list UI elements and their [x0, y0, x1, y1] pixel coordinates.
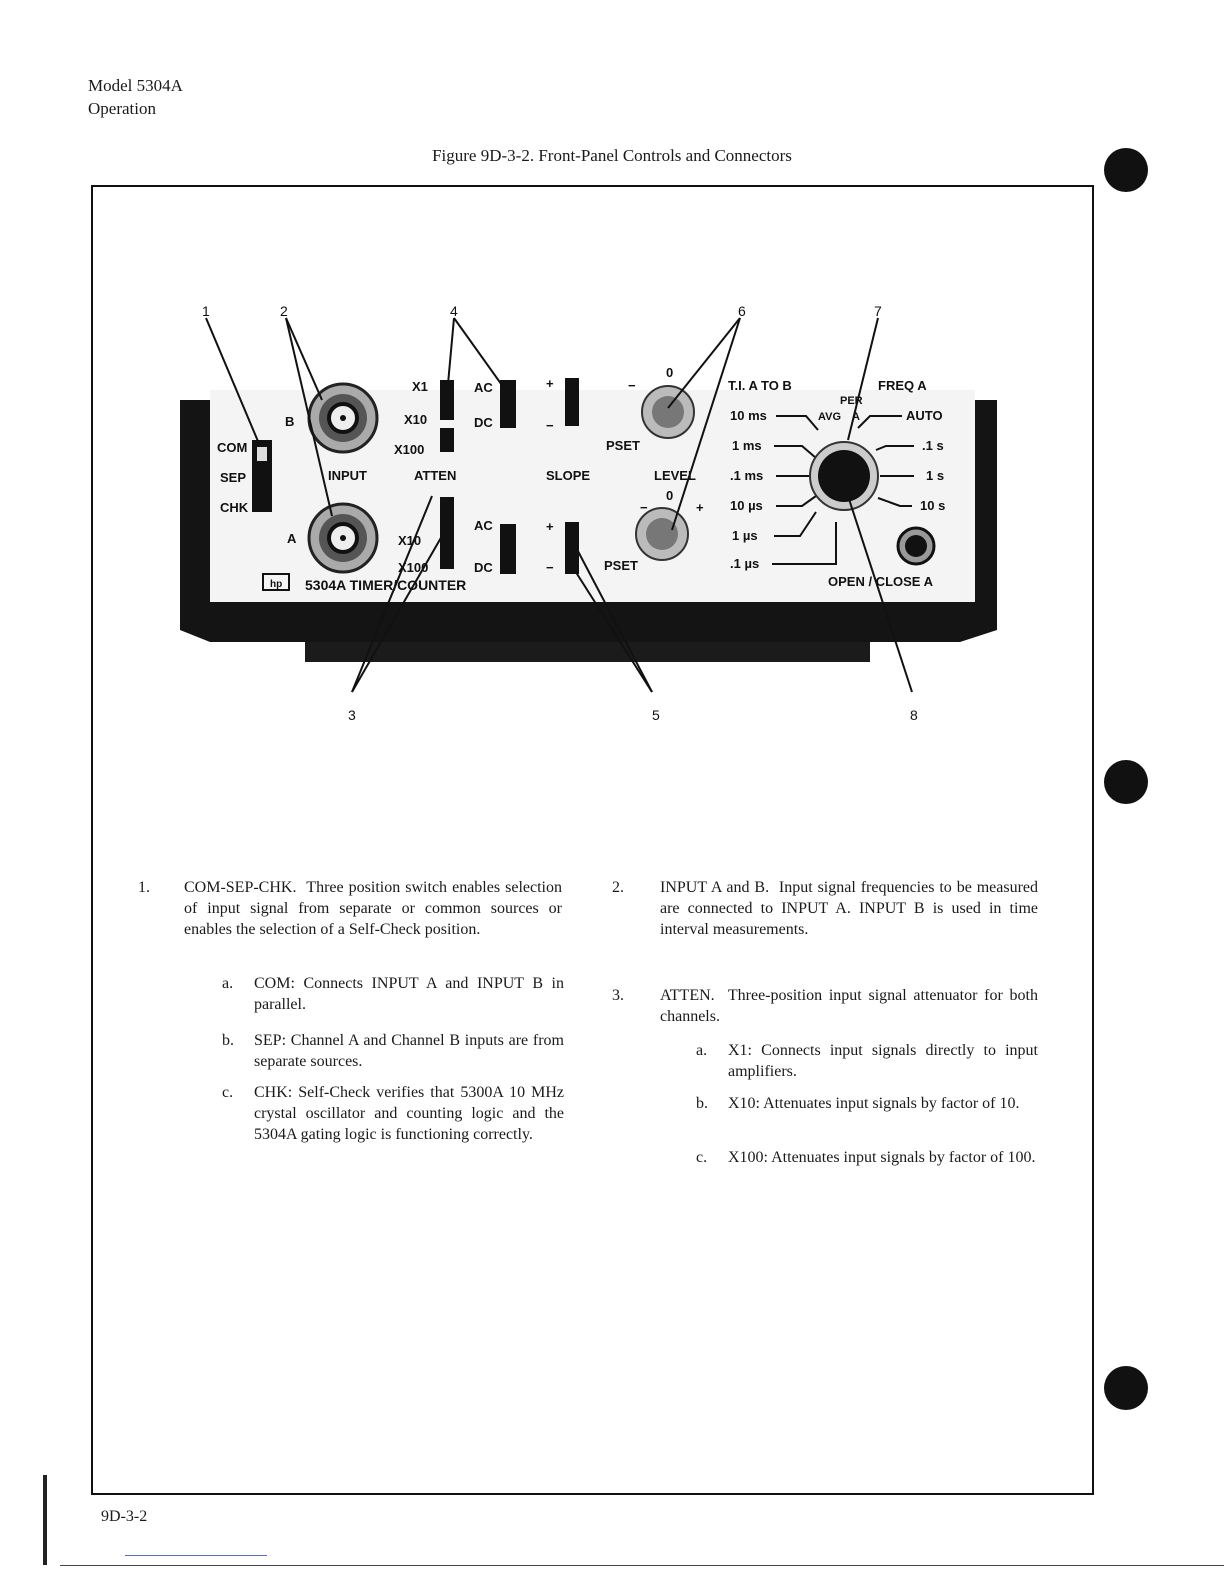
page-header — [88, 74, 183, 120]
label-a: A — [287, 531, 297, 546]
subitem-text: COM: Connects INPUT A and INPUT B in parallel. — [254, 975, 564, 1013]
bnc-input-a[interactable] — [309, 504, 377, 572]
subitem-label: a. — [222, 975, 234, 992]
scan-rule — [125, 1555, 267, 1556]
item-title: INPUT A and B. — [660, 879, 770, 896]
label-minus-level-a: − — [640, 500, 648, 515]
atten-switch-b[interactable] — [440, 380, 454, 420]
front-panel-svg — [100, 300, 1080, 730]
callout-3: 3 — [348, 707, 356, 723]
callout-2: 2 — [280, 303, 288, 319]
label-level: LEVEL — [654, 468, 696, 483]
label-open-close: OPEN / CLOSE A — [828, 574, 933, 589]
callout-5: 5 — [652, 707, 660, 723]
figure-title: Figure 9D-3-2. Front-Panel Controls and Connectors — [432, 146, 792, 165]
subitem-text: CHK: Self-Check verifies that 5300A 10 MHz crystal oscillator and counting logic and the 5304A gating logic is functioning correctly. — [254, 1084, 564, 1143]
label-10us: 10 µs — [730, 498, 763, 513]
subitem-label: b. — [696, 1095, 708, 1112]
subitem-label: b. — [222, 1032, 234, 1049]
slope-switch-b[interactable] — [565, 378, 579, 426]
section-label: Operation — [88, 99, 156, 118]
atten-switch-b-lower[interactable] — [440, 428, 454, 452]
label-com: COM — [217, 440, 248, 455]
subitem-text: X1: Connects input signals directly to input amplifiers. — [728, 1042, 1038, 1080]
label-1us: 1 µs — [732, 528, 758, 543]
item-title: ATTEN. — [660, 987, 715, 1004]
subitem-label: c. — [696, 1149, 708, 1166]
label-chk: CHK — [220, 500, 249, 515]
label-01us: .1 µs — [730, 556, 760, 571]
label-1s: 1 s — [926, 468, 945, 483]
page-number: 9D-3-2 — [101, 1508, 148, 1525]
label-b: B — [285, 414, 295, 429]
level-knob-a[interactable] — [636, 508, 688, 560]
label-avg-a: A — [852, 411, 860, 423]
label-x10-a: X10 — [398, 533, 422, 548]
open-close-button[interactable] — [898, 528, 934, 564]
item-text: Three-position input signal attenuator for both channels. — [660, 987, 1038, 1025]
label-sep: SEP — [220, 470, 247, 485]
label-avg: AVG — [818, 411, 842, 423]
label-input: INPUT — [328, 468, 367, 483]
item-description — [660, 985, 1038, 1027]
callout-1: 1 — [202, 303, 210, 319]
label-01ms: .1 ms — [730, 468, 764, 483]
subitem-label: c. — [222, 1084, 234, 1101]
subitem-text: X10: Attenuates input signals by factor of 10. — [728, 1095, 1020, 1112]
label-minus-level-b: − — [628, 378, 636, 393]
label-slope: SLOPE — [546, 468, 591, 483]
label-pset-b: PSET — [606, 438, 640, 453]
hp-logo-text: hp — [270, 579, 283, 590]
label-x100: X100 — [394, 442, 425, 457]
subitem-text: SEP: Channel A and Channel B inputs are from separate sources. — [254, 1032, 564, 1070]
label-dc-a: DC — [474, 560, 493, 575]
label-x10: X10 — [404, 412, 428, 427]
case-foot — [305, 642, 870, 662]
label-auto: AUTO — [906, 408, 943, 423]
item-description — [184, 877, 562, 940]
label-plus-level-a: + — [696, 500, 704, 515]
label-model: 5304A TIMER/COUNTER — [305, 577, 467, 593]
label-01s: .1 s — [922, 438, 944, 453]
label-freq-a: FREQ A — [878, 378, 927, 393]
item-number: 2. — [612, 879, 624, 896]
scan-rule — [60, 1565, 1224, 1566]
callout-4: 4 — [450, 303, 458, 319]
label-x100-a: X100 — [398, 560, 429, 575]
label-zero-b: 0 — [666, 365, 674, 380]
callout-7: 7 — [874, 303, 882, 319]
binder-hole — [1104, 1366, 1148, 1410]
label-plus-a: + — [546, 519, 554, 534]
switch-slot — [257, 447, 267, 461]
label-per: PER — [840, 395, 863, 407]
range-knob[interactable] — [810, 442, 878, 510]
item-text: Input signal frequencies to be measured are connected to INPUT A. INPUT B is used in time interval measurements. — [660, 879, 1038, 938]
scan-edge-mark — [43, 1475, 47, 1565]
binder-hole — [1104, 148, 1148, 192]
level-knob-b[interactable] — [642, 386, 694, 438]
label-pset-a: PSET — [604, 558, 638, 573]
label-dc-b: DC — [474, 415, 493, 430]
item-number: 1. — [138, 879, 150, 896]
label-10s: 10 s — [920, 498, 946, 513]
subitem-label: a. — [696, 1042, 708, 1059]
item-description — [660, 877, 1038, 940]
item-number: 3. — [612, 987, 624, 1004]
label-10ms: 10 ms — [730, 408, 767, 423]
atten-switch-a[interactable] — [440, 497, 454, 569]
binder-hole — [1104, 760, 1148, 804]
label-ti-a-to-b: T.I. A TO B — [728, 378, 792, 393]
subitem-text: X100: Attenuates input signals by factor of 100. — [728, 1149, 1036, 1166]
callout-8: 8 — [910, 707, 918, 723]
front-panel-illustration — [100, 300, 1080, 730]
ac-dc-switch-a[interactable] — [500, 524, 516, 574]
item-title: COM-SEP-CHK. — [184, 879, 297, 896]
label-1ms: 1 ms — [732, 438, 762, 453]
model-label: Model 5304A — [88, 76, 183, 95]
label-x1: X1 — [412, 379, 428, 394]
label-zero-a: 0 — [666, 488, 674, 503]
label-ac-b: AC — [474, 380, 493, 395]
label-minus-b: − — [546, 418, 554, 433]
item-text: Three position switch enables selection of input signal from separate or common sources or enables the selection of a Self-Check position. — [184, 879, 562, 938]
callout-6: 6 — [738, 303, 746, 319]
label-minus-a: − — [546, 560, 554, 575]
label-plus-b: + — [546, 376, 554, 391]
label-ac-a: AC — [474, 518, 493, 533]
label-atten: ATTEN — [414, 468, 457, 483]
